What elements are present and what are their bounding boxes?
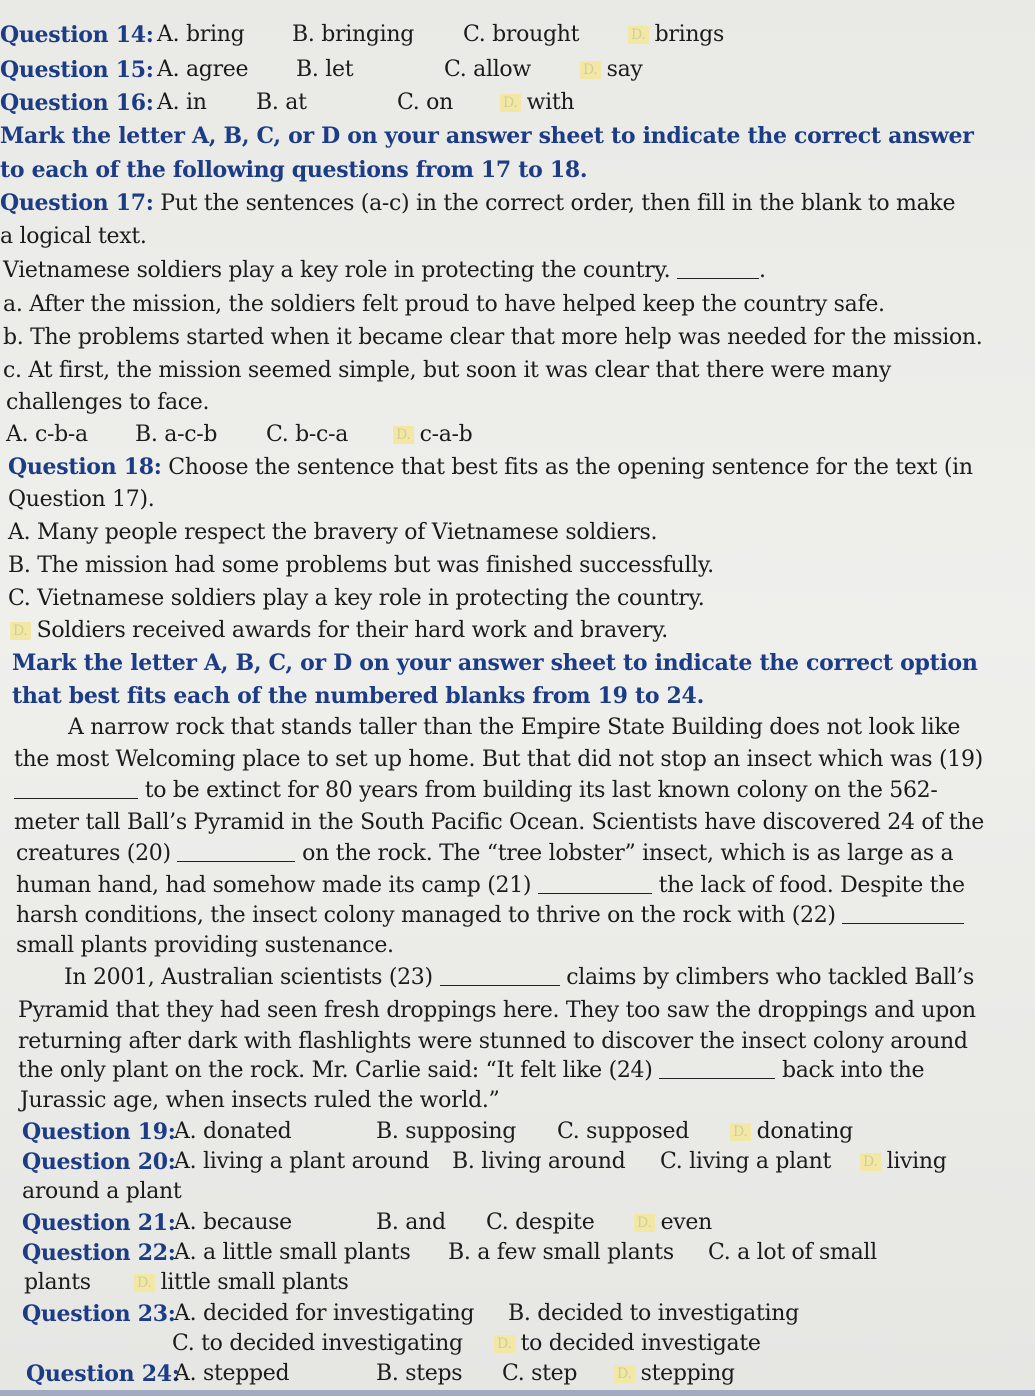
q20-row (22, 1147, 176, 1178)
q22-label: Question 22: (22, 1240, 176, 1266)
blank-23 (440, 963, 560, 986)
passage-text: on the rock. The “tree lobster” insect, which is as large as a (302, 841, 954, 866)
q20-d-highlight: D. (860, 1153, 881, 1171)
passage-line (18, 1056, 924, 1086)
q16-option-d-text: with (526, 90, 575, 115)
instruction-17-18-line2: to each of the following questions from 17 to 18. (0, 157, 588, 183)
instruction-19-24-line2: that best fits each of the numbered blanks from 19 to 24. (12, 683, 704, 709)
q21-label: Question 21: (22, 1210, 176, 1236)
q14-label: Question 14: (0, 22, 154, 48)
q19-option-a[interactable]: A. donated (174, 1119, 292, 1144)
q23-option-b[interactable]: B. decided to investigating (508, 1301, 799, 1326)
q21-option-a[interactable]: A. because (174, 1210, 292, 1235)
q17-option-c[interactable]: C. b-c-a (266, 422, 349, 447)
q16-label: Question 16: (0, 90, 154, 116)
q20-option-b[interactable]: B. living around (452, 1149, 626, 1174)
passage-text: to be extinct for 80 years from building its last known colony on the 562- (144, 778, 938, 803)
passage-line (16, 901, 964, 931)
q19-option-d[interactable] (730, 1117, 853, 1147)
q19-d-highlight: D. (730, 1123, 751, 1141)
q20-option-d[interactable] (860, 1147, 947, 1177)
passage-text: the only plant on the rock. Mr. Carlie said: “It felt like (24) (18, 1058, 653, 1083)
passage-line: Jurassic age, when insects ruled the world.” (20, 1088, 500, 1113)
q19-option-b[interactable]: B. supposing (376, 1119, 517, 1144)
q17-option-a[interactable]: A. c-b-a (6, 422, 88, 447)
passage-text: the lack of food. Despite the (658, 873, 965, 898)
blank-21 (538, 871, 652, 894)
q24-option-d[interactable] (614, 1359, 735, 1389)
q18-label: Question 18: (8, 454, 162, 480)
q14-d-highlight: D. (628, 26, 649, 44)
q15-row (0, 55, 154, 86)
instruction-17-18-line1: Mark the letter A, B, C, or D on your answer sheet to indicate the correct answer (0, 123, 974, 149)
q17-option-d[interactable] (393, 420, 472, 450)
passage-line: Pyramid that they had seen fresh droppings here. They too saw the droppings and upon (18, 998, 976, 1023)
q17-option-b[interactable]: B. a-c-b (135, 422, 218, 447)
q22-d-highlight: D. (134, 1274, 155, 1292)
blank-22 (842, 901, 964, 924)
q24-label: Question 24: (26, 1361, 180, 1387)
q17-intro-text: Vietnamese soldiers play a key role in protecting the country. (3, 258, 671, 283)
q16-option-c[interactable]: C. on (397, 90, 453, 115)
blank-19 (14, 776, 138, 799)
passage-line (64, 963, 974, 993)
q23-option-d[interactable] (494, 1329, 761, 1359)
q24-d-highlight: D. (614, 1365, 635, 1383)
q17-sentence-b: b. The problems started when it became clear that more help was needed for the mission. (3, 325, 983, 350)
q17-intro (3, 256, 766, 286)
q15-option-c[interactable]: C. allow (444, 57, 531, 82)
q17-blank (677, 256, 759, 279)
q20-option-d-continued[interactable]: around a plant (22, 1179, 182, 1204)
q22-option-c-continued[interactable]: plants (24, 1270, 91, 1295)
q17-intro-end: . (758, 258, 766, 283)
passage-line (14, 776, 937, 806)
q17-sentence-c-line1: c. At first, the mission seemed simple, but soon it was clear that there were many (3, 358, 892, 383)
q21-option-d-text: even (660, 1210, 713, 1235)
q17-d-highlight: D. (393, 426, 414, 444)
q19-row (22, 1117, 176, 1148)
q16-option-b[interactable]: B. at (256, 90, 307, 115)
q23-option-a[interactable]: A. decided for investigating (174, 1301, 475, 1326)
q22-row (22, 1238, 176, 1269)
q16-row (0, 88, 154, 119)
q24-row (26, 1359, 180, 1390)
blank-20 (177, 839, 295, 862)
q17-sentence-a: a. After the mission, the soldiers felt proud to have helped keep the country safe. (3, 292, 885, 317)
passage-line: returning after dark with flashlights were stunned to discover the insect colony around (18, 1029, 968, 1054)
q17-prompt-line1 (0, 188, 955, 219)
q16-option-d[interactable] (500, 88, 574, 118)
q15-option-b[interactable]: B. let (296, 57, 354, 82)
passage-text: human hand, had somehow made its camp (21) (16, 873, 532, 898)
q19-option-d-text: donating (756, 1119, 853, 1144)
passage-line: A narrow rock that stands taller than the Empire State Building does not look like (68, 715, 961, 740)
passage-text: harsh conditions, the insect colony managed to thrive on the rock with (22) (16, 903, 836, 928)
q16-d-highlight: D. (500, 94, 521, 112)
q24-option-d-text: stepping (640, 1361, 735, 1386)
q22-option-c[interactable]: C. a lot of small (708, 1240, 877, 1265)
q18-option-a[interactable]: A. Many people respect the bravery of Vietnamese soldiers. (8, 520, 658, 545)
q19-option-c[interactable]: C. supposed (557, 1119, 689, 1144)
passage-text: In 2001, Australian scientists (23) (64, 965, 433, 990)
passage-text: claims by climbers who tackled Ball’s (566, 965, 975, 990)
passage-line: meter tall Ball’s Pyramid in the South Pacific Ocean. Scientists have discovered 24 of the (14, 810, 984, 835)
instruction-19-24-line1: Mark the letter A, B, C, or D on your answer sheet to indicate the correct option (12, 650, 978, 676)
q21-row (22, 1208, 176, 1239)
q23-row (22, 1299, 176, 1330)
q20-option-a[interactable]: A. living a plant around (174, 1149, 430, 1174)
q23-option-c[interactable]: C. to decided investigating (172, 1331, 463, 1356)
q18-option-d-text: Soldiers received awards for their hard work and bravery. (36, 618, 668, 643)
q18-prompt-line1 (8, 452, 973, 483)
q23-d-highlight: D. (494, 1335, 515, 1353)
q14-option-a[interactable]: A. bring (157, 22, 245, 47)
q14-row (0, 20, 154, 51)
q20-option-d-text: living (886, 1149, 947, 1174)
q17-prompt1: Put the sentences (a-c) in the correct order, then fill in the blank to make (160, 191, 956, 216)
q17-prompt-line2: a logical text. (0, 224, 147, 249)
cut-off-next-line (0, 1390, 1035, 1396)
passage-line: small plants providing sustenance. (16, 933, 394, 958)
q24-option-a[interactable]: A. stepped (174, 1361, 290, 1386)
q17-option-d-text: c-a-b (419, 422, 473, 447)
q24-option-b[interactable]: B. steps (376, 1361, 463, 1386)
q21-option-b[interactable]: B. and (376, 1210, 446, 1235)
q18-option-c[interactable]: C. Vietnamese soldiers play a key role in protecting the country. (8, 586, 705, 611)
q18-option-b[interactable]: B. The mission had some problems but was finished successfully. (8, 553, 714, 578)
q23-label: Question 23: (22, 1301, 176, 1327)
q19-label: Question 19: (22, 1119, 176, 1145)
passage-text: back into the (781, 1058, 925, 1083)
q16-option-a[interactable]: A. in (157, 90, 207, 115)
q14-option-d-text: brings (654, 22, 724, 47)
q17-label: Question 17: (0, 190, 154, 216)
q17-sentence-c-line2: challenges to face. (6, 390, 210, 415)
passage-line (16, 839, 953, 869)
q24-option-c[interactable]: C. step (502, 1361, 578, 1386)
q15-option-d[interactable] (580, 55, 643, 85)
q15-label: Question 15: (0, 57, 154, 83)
q18-option-d[interactable] (10, 616, 668, 646)
q14-option-d[interactable] (628, 20, 724, 50)
q21-d-highlight: D. (634, 1214, 655, 1232)
q22-option-d-text: little small plants (160, 1270, 349, 1295)
q18-prompt-line2: Question 17). (8, 487, 155, 512)
q21-option-d[interactable] (634, 1208, 712, 1238)
q22-option-d[interactable] (134, 1268, 349, 1298)
q23-option-d-text: to decided investigate (520, 1331, 761, 1356)
q20-option-c[interactable]: C. living a plant (660, 1149, 832, 1174)
q14-option-b[interactable]: B. bringing (292, 22, 415, 47)
q14-option-c[interactable]: C. brought (463, 22, 580, 47)
blank-24 (659, 1056, 775, 1079)
passage-line: the most Welcoming place to set up home. But that did not stop an insect which was (19) (14, 747, 983, 772)
passage-text: creatures (20) (16, 841, 171, 866)
q21-option-c[interactable]: C. despite (486, 1210, 595, 1235)
q18-prompt1: Choose the sentence that best fits as the opening sentence for the text (in (168, 455, 973, 480)
q22-option-a[interactable]: A. a little small plants (174, 1240, 411, 1265)
q20-label: Question 20: (22, 1149, 176, 1175)
q22-option-b[interactable]: B. a few small plants (448, 1240, 674, 1265)
passage-line (16, 871, 965, 901)
q15-d-highlight: D. (580, 61, 601, 79)
q18-d-highlight: D. (10, 622, 31, 640)
q15-option-d-text: say (606, 57, 643, 82)
q15-option-a[interactable]: A. agree (157, 57, 249, 82)
